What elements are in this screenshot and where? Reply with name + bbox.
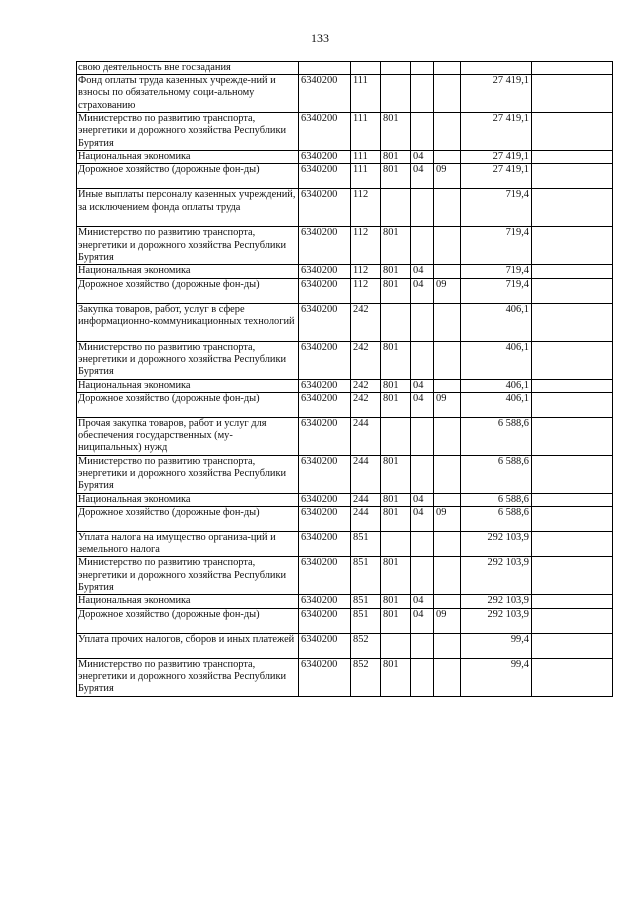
target-article-cell: 6340200 [299, 265, 351, 278]
extra-cell [532, 227, 613, 265]
target-article-cell: 6340200 [299, 189, 351, 227]
administrator-code-cell: 801 [381, 392, 411, 417]
target-article-cell [299, 62, 351, 75]
section-cell: 04 [411, 164, 434, 189]
target-article-cell: 6340200 [299, 595, 351, 608]
target-article-cell: 6340200 [299, 507, 351, 532]
administrator-code-cell [381, 633, 411, 658]
amount-cell: 292 103,9 [461, 595, 532, 608]
amount-cell: 6 588,6 [461, 507, 532, 532]
table-row [77, 532, 613, 557]
subsection-cell [434, 151, 461, 164]
amount-cell: 6 588,6 [461, 493, 532, 506]
subsection-cell: 09 [434, 608, 461, 633]
target-article-cell: 6340200 [299, 658, 351, 696]
budget-table-body [77, 62, 613, 697]
subsection-cell: 09 [434, 392, 461, 417]
table-row [77, 341, 613, 379]
table-row [77, 608, 613, 633]
subsection-cell [434, 62, 461, 75]
item-name-cell: Уплата прочих налогов, сборов и иных платежей [77, 633, 299, 658]
target-article-cell: 6340200 [299, 164, 351, 189]
table-row [77, 658, 613, 696]
amount-cell: 27 419,1 [461, 151, 532, 164]
extra-cell [532, 113, 613, 151]
extra-cell [532, 557, 613, 595]
administrator-code-cell: 801 [381, 455, 411, 493]
amount-cell: 406,1 [461, 303, 532, 341]
administrator-code-cell: 801 [381, 595, 411, 608]
expense-type-cell: 112 [351, 278, 381, 303]
extra-cell [532, 493, 613, 506]
table-row [77, 113, 613, 151]
extra-cell [532, 265, 613, 278]
amount-cell: 27 419,1 [461, 164, 532, 189]
section-cell: 04 [411, 265, 434, 278]
section-cell [411, 113, 434, 151]
item-name-cell: Дорожное хозяйство (дорожные фон-ды) [77, 278, 299, 303]
administrator-code-cell [381, 417, 411, 455]
amount-cell: 719,4 [461, 227, 532, 265]
extra-cell [532, 189, 613, 227]
section-cell [411, 189, 434, 227]
item-name-cell: Дорожное хозяйство (дорожные фон-ды) [77, 164, 299, 189]
administrator-code-cell: 801 [381, 557, 411, 595]
target-article-cell: 6340200 [299, 75, 351, 113]
target-article-cell: 6340200 [299, 303, 351, 341]
amount-cell: 27 419,1 [461, 75, 532, 113]
table-row [77, 633, 613, 658]
expense-type-cell: 242 [351, 341, 381, 379]
subsection-cell [434, 658, 461, 696]
administrator-code-cell [381, 189, 411, 227]
subsection-cell [434, 379, 461, 392]
table-row [77, 379, 613, 392]
expense-type-cell: 851 [351, 532, 381, 557]
item-name-cell: Национальная экономика [77, 379, 299, 392]
section-cell: 04 [411, 151, 434, 164]
amount-cell: 719,4 [461, 265, 532, 278]
item-name-cell: Национальная экономика [77, 493, 299, 506]
subsection-cell [434, 265, 461, 278]
section-cell [411, 341, 434, 379]
amount-cell: 406,1 [461, 341, 532, 379]
expense-type-cell: 242 [351, 379, 381, 392]
table-row [77, 595, 613, 608]
extra-cell [532, 303, 613, 341]
table-row [77, 392, 613, 417]
amount-cell [461, 62, 532, 75]
section-cell [411, 227, 434, 265]
amount-cell: 719,4 [461, 189, 532, 227]
amount-cell: 6 588,6 [461, 455, 532, 493]
target-article-cell: 6340200 [299, 392, 351, 417]
item-name-cell: Национальная экономика [77, 265, 299, 278]
amount-cell: 99,4 [461, 633, 532, 658]
budget-table [76, 61, 613, 697]
expense-type-cell: 112 [351, 227, 381, 265]
amount-cell: 292 103,9 [461, 557, 532, 595]
amount-cell: 99,4 [461, 658, 532, 696]
extra-cell [532, 608, 613, 633]
subsection-cell [434, 417, 461, 455]
expense-type-cell: 112 [351, 189, 381, 227]
amount-cell: 292 103,9 [461, 532, 532, 557]
subsection-cell: 09 [434, 164, 461, 189]
expense-type-cell: 111 [351, 75, 381, 113]
subsection-cell [434, 227, 461, 265]
section-cell [411, 658, 434, 696]
table-row [77, 303, 613, 341]
administrator-code-cell: 801 [381, 278, 411, 303]
target-article-cell: 6340200 [299, 557, 351, 595]
table-row [77, 493, 613, 506]
target-article-cell: 6340200 [299, 151, 351, 164]
administrator-code-cell: 801 [381, 507, 411, 532]
administrator-code-cell: 801 [381, 227, 411, 265]
expense-type-cell: 112 [351, 265, 381, 278]
subsection-cell [434, 303, 461, 341]
subsection-cell [434, 633, 461, 658]
subsection-cell [434, 532, 461, 557]
administrator-code-cell: 801 [381, 113, 411, 151]
item-name-cell: Министерство по развитию транспорта, энергетики и дорожного хозяйства Республики Бурятия [77, 455, 299, 493]
section-cell [411, 455, 434, 493]
expense-type-cell [351, 62, 381, 75]
table-row [77, 227, 613, 265]
extra-cell [532, 278, 613, 303]
expense-type-cell: 111 [351, 113, 381, 151]
administrator-code-cell: 801 [381, 151, 411, 164]
section-cell [411, 532, 434, 557]
extra-cell [532, 633, 613, 658]
section-cell [411, 75, 434, 113]
administrator-code-cell [381, 75, 411, 113]
subsection-cell [434, 75, 461, 113]
section-cell: 04 [411, 507, 434, 532]
extra-cell [532, 417, 613, 455]
item-name-cell: Дорожное хозяйство (дорожные фон-ды) [77, 608, 299, 633]
amount-cell: 292 103,9 [461, 608, 532, 633]
subsection-cell [434, 493, 461, 506]
subsection-cell [434, 595, 461, 608]
administrator-code-cell [381, 62, 411, 75]
administrator-code-cell: 801 [381, 493, 411, 506]
extra-cell [532, 392, 613, 417]
target-article-cell: 6340200 [299, 455, 351, 493]
extra-cell [532, 379, 613, 392]
administrator-code-cell: 801 [381, 265, 411, 278]
item-name-cell: Прочая закупка товаров, работ и услуг для обеспечения государственных (му-ниципальных) нужд [77, 417, 299, 455]
expense-type-cell: 851 [351, 595, 381, 608]
subsection-cell: 09 [434, 278, 461, 303]
table-row [77, 75, 613, 113]
subsection-cell [434, 113, 461, 151]
extra-cell [532, 455, 613, 493]
section-cell [411, 557, 434, 595]
expense-type-cell: 242 [351, 392, 381, 417]
item-name-cell: Фонд оплаты труда казенных учрежде-ний и взносы по обязательному соци-альному страхованию [77, 75, 299, 113]
extra-cell [532, 164, 613, 189]
table-row [77, 278, 613, 303]
table-row [77, 164, 613, 189]
item-name-cell: Уплата налога на имущество организа-ций и земельного налога [77, 532, 299, 557]
table-row [77, 557, 613, 595]
expense-type-cell: 851 [351, 608, 381, 633]
amount-cell: 27 419,1 [461, 113, 532, 151]
extra-cell [532, 532, 613, 557]
administrator-code-cell: 801 [381, 608, 411, 633]
table-row [77, 189, 613, 227]
administrator-code-cell: 801 [381, 379, 411, 392]
expense-type-cell: 244 [351, 507, 381, 532]
item-name-cell: Министерство по развитию транспорта, энергетики и дорожного хозяйства Республики Бурятия [77, 557, 299, 595]
page-number: 133 [311, 31, 329, 45]
subsection-cell [434, 455, 461, 493]
administrator-code-cell: 801 [381, 164, 411, 189]
item-name-cell: Министерство по развитию транспорта, энергетики и дорожного хозяйства Республики Бурятия [77, 341, 299, 379]
administrator-code-cell [381, 303, 411, 341]
subsection-cell [434, 189, 461, 227]
administrator-code-cell: 801 [381, 658, 411, 696]
table-row [77, 417, 613, 455]
subsection-cell [434, 341, 461, 379]
target-article-cell: 6340200 [299, 113, 351, 151]
extra-cell [532, 595, 613, 608]
extra-cell [532, 75, 613, 113]
table-row [77, 455, 613, 493]
amount-cell: 406,1 [461, 392, 532, 417]
item-name-cell: Дорожное хозяйство (дорожные фон-ды) [77, 507, 299, 532]
extra-cell [532, 341, 613, 379]
item-name-cell: Министерство по развитию транспорта, энергетики и дорожного хозяйства Республики Бурятия [77, 227, 299, 265]
section-cell [411, 417, 434, 455]
expense-type-cell: 852 [351, 658, 381, 696]
expense-type-cell: 111 [351, 151, 381, 164]
item-name-cell: Иные выплаты персоналу казенных учреждений, за исключением фонда оплаты труда [77, 189, 299, 227]
expense-type-cell: 851 [351, 557, 381, 595]
target-article-cell: 6340200 [299, 227, 351, 265]
target-article-cell: 6340200 [299, 417, 351, 455]
section-cell [411, 633, 434, 658]
section-cell [411, 303, 434, 341]
item-name-cell: Дорожное хозяйство (дорожные фон-ды) [77, 392, 299, 417]
item-name-cell: Национальная экономика [77, 595, 299, 608]
section-cell: 04 [411, 392, 434, 417]
extra-cell [532, 62, 613, 75]
section-cell [411, 62, 434, 75]
extra-cell [532, 658, 613, 696]
expense-type-cell: 244 [351, 417, 381, 455]
expense-type-cell: 242 [351, 303, 381, 341]
section-cell: 04 [411, 278, 434, 303]
target-article-cell: 6340200 [299, 608, 351, 633]
item-name-cell: Министерство по развитию транспорта, энергетики и дорожного хозяйства Республики Бурятия [77, 658, 299, 696]
target-article-cell: 6340200 [299, 341, 351, 379]
table-row [77, 265, 613, 278]
section-cell: 04 [411, 493, 434, 506]
item-name-cell: Закупка товаров, работ, услуг в сфере информационно-коммуникационных технологий [77, 303, 299, 341]
target-article-cell: 6340200 [299, 532, 351, 557]
section-cell: 04 [411, 595, 434, 608]
item-name-cell: свою деятельность вне госзадания [77, 62, 299, 75]
expense-type-cell: 852 [351, 633, 381, 658]
amount-cell: 6 588,6 [461, 417, 532, 455]
section-cell: 04 [411, 608, 434, 633]
extra-cell [532, 151, 613, 164]
target-article-cell: 6340200 [299, 379, 351, 392]
table-row [77, 507, 613, 532]
target-article-cell: 6340200 [299, 633, 351, 658]
target-article-cell: 6340200 [299, 493, 351, 506]
administrator-code-cell [381, 532, 411, 557]
item-name-cell: Национальная экономика [77, 151, 299, 164]
table-row [77, 62, 613, 75]
subsection-cell: 09 [434, 507, 461, 532]
extra-cell [532, 507, 613, 532]
expense-type-cell: 244 [351, 493, 381, 506]
amount-cell: 406,1 [461, 379, 532, 392]
subsection-cell [434, 557, 461, 595]
item-name-cell: Министерство по развитию транспорта, энергетики и дорожного хозяйства Республики Бурятия [77, 113, 299, 151]
amount-cell: 719,4 [461, 278, 532, 303]
target-article-cell: 6340200 [299, 278, 351, 303]
expense-type-cell: 244 [351, 455, 381, 493]
table-row [77, 151, 613, 164]
administrator-code-cell: 801 [381, 341, 411, 379]
section-cell: 04 [411, 379, 434, 392]
expense-type-cell: 111 [351, 164, 381, 189]
